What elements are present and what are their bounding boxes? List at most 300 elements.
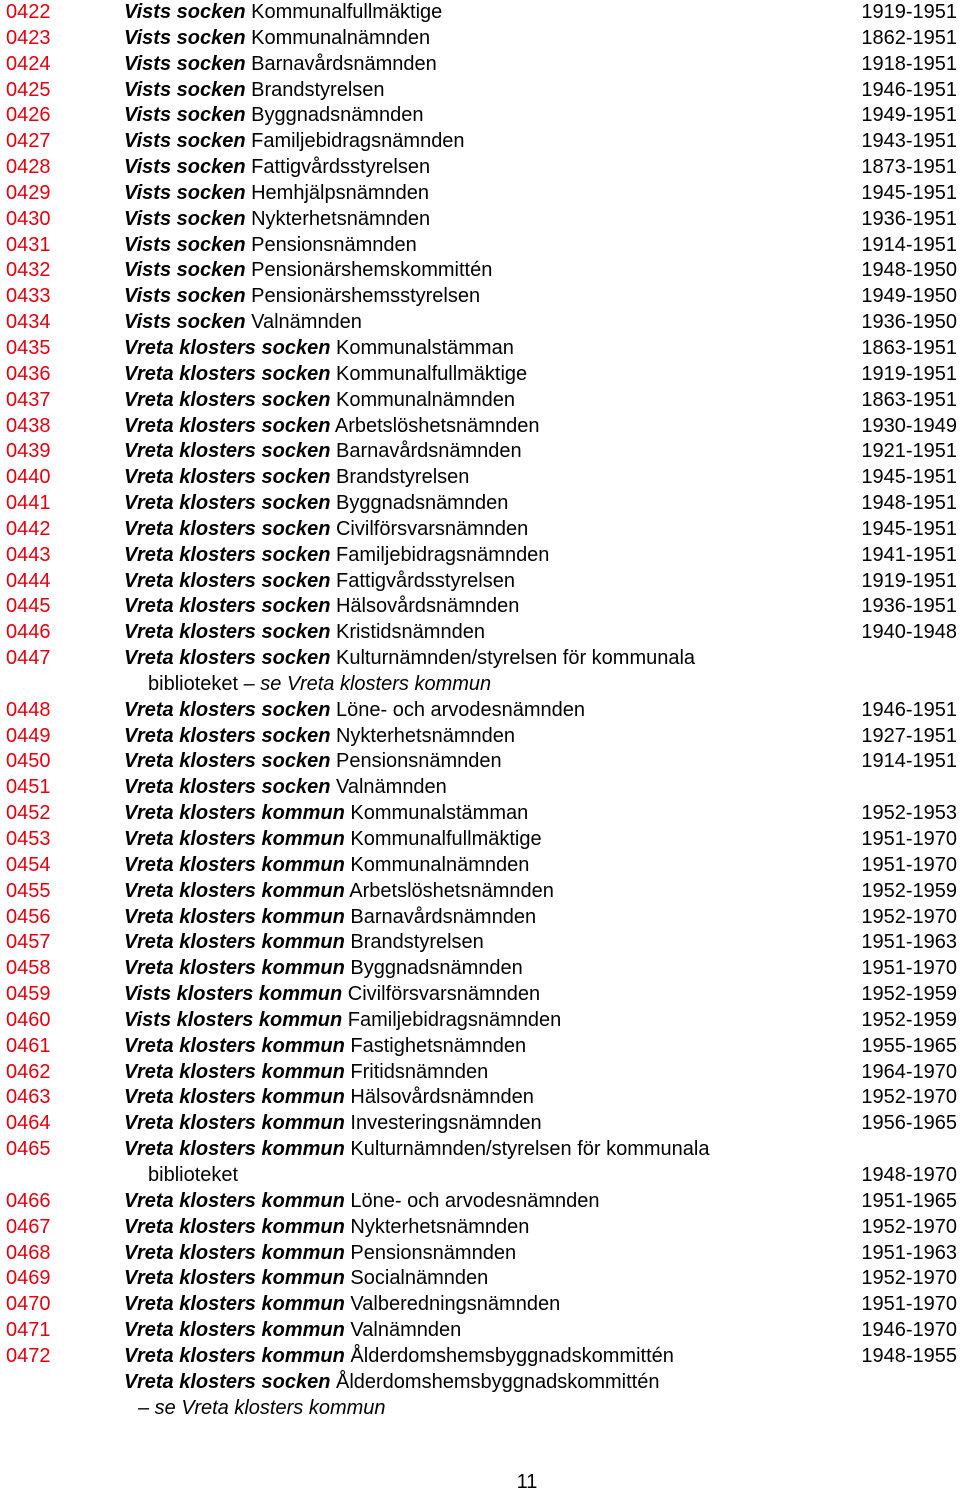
entry-body: Pensionärshemsstyrelsen [251,285,481,308]
entry-continuation [148,1163,238,1189]
entry-years: 1949-1950 [861,285,957,308]
list-item [0,517,960,543]
list-item [0,1215,960,1241]
entry-years: 1919-1951 [861,569,957,592]
entry-organization: Vreta klosters kommun [124,1034,345,1057]
entry-description [124,362,527,388]
entry-organization: Vists socken [124,1,246,23]
list-item [0,930,960,956]
entry-years: 1936-1950 [861,311,957,334]
entry-description [124,620,485,646]
entry-body: Kommunalfullmäktige [335,362,528,385]
entry-organization: Vreta klosters socken [124,414,331,437]
entry-organization: Vreta klosters kommun [124,1086,345,1109]
entry-years: 1948-1951 [861,492,957,515]
entry-organization: Vreta klosters socken [124,388,331,411]
entry-body: Hälsovårdsnämnden [350,1086,534,1109]
entry-description [124,103,423,129]
list-item [0,414,960,440]
entry-number: 0472 [6,1344,51,1367]
list-item [0,724,960,750]
entry-body: Byggnadsnämnden [350,957,523,980]
entry-years: 1951-1963 [861,931,957,954]
entry-body: Ålderdomshemsbyggnadskommittén [335,1370,660,1393]
entry-organization: Vreta klosters socken [124,621,331,644]
entry-years: 1964-1970 [861,1060,957,1083]
list-item [0,1085,960,1111]
entry-body: Familjebidragsnämnden [335,543,550,566]
entry-number: 0427 [6,130,51,153]
entry-number: 0429 [6,181,51,204]
list-item [0,1292,960,1318]
list-item [0,26,960,52]
entry-description [124,724,515,750]
entry-description [124,956,523,982]
entry-number: 0440 [6,466,51,489]
entry-years: 1914-1951 [861,750,957,773]
entry-number: 0432 [6,259,51,282]
entry-number: 0464 [6,1112,51,1135]
entry-body: Ålderdomshemsbyggnadskommittén [350,1344,674,1367]
entry-description [124,258,492,284]
entry-organization: Vists socken [124,207,246,230]
entry-description [124,749,502,775]
entry-description [124,905,536,931]
entry-description [124,1344,674,1370]
entry-years: 1948-1950 [861,259,957,282]
list-item [0,594,960,620]
entry-organization: Vists socken [124,156,246,179]
list-item [0,439,960,465]
entry-body: Pensionsnämnden [350,1241,517,1264]
entry-years: 1919-1951 [861,362,957,385]
entry-years: 1952-1970 [861,1267,957,1290]
entry-organization: Vreta klosters socken [124,776,331,799]
list-item [0,853,960,879]
entry-description [124,879,554,905]
entry-number: 0454 [6,853,51,876]
entry-years: 1914-1951 [861,233,957,256]
entry-years: 1949-1951 [861,104,957,127]
entry-body: Valnämnden [350,1319,462,1342]
entry-years: 1945-1951 [861,466,957,489]
entry-number: 0450 [6,750,51,773]
entry-number: 0426 [6,104,51,127]
entry-years: 1930-1949 [861,414,957,437]
entry-years: 1943-1951 [861,130,957,153]
list-item [0,801,960,827]
list-item [0,465,960,491]
entry-description [124,0,442,26]
entry-years: 1936-1951 [861,595,957,618]
entry-years: 1945-1951 [861,517,957,540]
entry-description [124,1189,599,1215]
entry-body: Fattigvårdsstyrelsen [335,569,515,592]
entry-description [124,26,430,52]
entry-number: 0438 [6,414,51,437]
entry-organization: Vists klosters kommun [124,1008,343,1031]
list-item [0,905,960,931]
entry-description [124,1215,529,1241]
entry-number: 0451 [6,776,51,799]
entry-body: Byggnadsnämnden [335,492,509,515]
entry-description [124,827,542,853]
entry-body: Kommunalstämman [350,802,529,825]
entry-organization: Vreta klosters socken [124,362,331,385]
list-item [0,646,960,672]
entry-description [124,181,429,207]
entry-organization: Vists socken [124,52,246,75]
entry-body: Pensionärshemskommittén [251,259,493,282]
entry-years: 1941-1951 [861,543,957,566]
entry-organization: Vists socken [124,181,246,204]
entry-number: 0428 [6,156,51,179]
entry-number: 0436 [6,362,51,385]
entry-organization: Vreta klosters socken [124,569,331,592]
list-item [0,207,960,233]
entry-organization: Vreta klosters socken [124,440,331,463]
list-item [0,698,960,724]
entry-number: 0458 [6,957,51,980]
entry-years: 1951-1970 [861,828,957,850]
entry-number: 0460 [6,1008,51,1031]
entry-body: Barnavårdsnämnden [251,52,437,75]
entry-description [124,129,465,155]
entry-years: 1919-1951 [861,1,957,23]
entry-description [124,439,522,465]
entry-years: 1952-1970 [861,1215,957,1238]
entry-number: 0470 [6,1293,51,1316]
entry-description [124,698,585,724]
entry-body: Fritidsnämnden [350,1060,489,1083]
entry-description [124,414,539,440]
entry-number: 0424 [6,52,51,75]
entry-continuation [148,672,491,698]
entry-organization: Vists socken [124,130,246,153]
entry-years: 1948-1955 [861,1344,957,1367]
entry-number: 0441 [6,492,51,515]
entry-body: Valberedningsnämnden [350,1293,561,1316]
entry-organization: Vreta klosters socken [124,1370,331,1393]
entry-organization: Vreta klosters kommun [124,879,345,902]
list-item-continuation [0,1396,960,1422]
entry-description [124,207,430,233]
entry-years: 1863-1951 [861,336,957,359]
list-item [0,749,960,775]
entry-number: 0469 [6,1267,51,1290]
entry-description [124,982,540,1008]
list-item [0,310,960,336]
list-item [0,155,960,181]
list-item [0,1266,960,1292]
entry-description [124,233,417,259]
entry-body: Investeringsnämnden [350,1112,542,1135]
list-item [0,543,960,569]
entry-description [124,569,515,595]
entry-organization: Vreta klosters kommun [124,905,345,928]
entry-body: Barnavårdsnämnden [350,905,537,928]
entry-organization: Vists socken [124,259,246,282]
entry-number: 0430 [6,207,51,230]
entry-description [124,646,695,672]
entry-organization: Vreta klosters socken [124,647,331,670]
entry-years: 1955-1965 [861,1034,957,1057]
entry-description [124,1241,516,1267]
entry-description [124,284,480,310]
entry-years: 1952-1959 [861,879,957,902]
entry-body: Socialnämnden [350,1267,489,1290]
entry-organization: Vreta klosters kommun [124,1138,345,1161]
entry-years: 1948-1970 [861,1163,957,1186]
list-item [0,775,960,801]
entry-number: 0468 [6,1241,51,1264]
entry-years: 1952-1959 [861,1008,957,1031]
list-item [0,1189,960,1215]
entry-years: 1951-1965 [861,1189,957,1212]
entry-years: 1951-1970 [861,853,957,876]
entry-body: Familjebidragsnämnden [347,1008,562,1031]
list-item [0,1318,960,1344]
entry-organization: Vreta klosters kommun [124,1267,345,1290]
entry-description [124,1111,542,1137]
entry-organization: Vreta klosters kommun [124,1215,345,1238]
list-item [0,1008,960,1034]
entry-description [124,1370,659,1396]
entry-number: 0457 [6,931,51,954]
list-item [0,879,960,905]
entry-years: 1921-1951 [861,440,957,463]
entry-organization: Vreta klosters kommun [124,1189,345,1212]
entry-years: 1873-1951 [861,156,957,179]
entry-body: Kommunalnämnden [350,853,530,876]
entry-description [124,465,469,491]
entry-years: 1936-1951 [861,207,957,230]
entry-organization: Vists socken [124,311,246,334]
list-item [0,1137,960,1163]
entry-number: 0463 [6,1086,51,1109]
entry-years: 1946-1951 [861,698,957,721]
entry-organization: Vreta klosters socken [124,750,331,773]
entry-body: Arbetslöshetsnämnden [334,414,540,437]
entry-body: Hälsovårdsnämnden [335,595,520,618]
entry-number: 0443 [6,543,51,566]
entry-see-reference: – se Vreta klosters kommun [243,672,492,695]
entry-body: Civilförsvarsnämnden [335,517,529,540]
entry-body: Kommunalnämnden [335,388,515,411]
entry-number: 0444 [6,569,51,592]
entry-organization: Vreta klosters kommun [124,853,345,876]
entry-description [124,775,447,801]
entry-years: 1946-1970 [861,1319,957,1342]
list-item [0,1060,960,1086]
entry-description [124,388,515,414]
entry-number: 0462 [6,1060,51,1083]
entry-description [124,52,437,78]
entry-body: Kulturnämnden/styrelsen för kommunala [350,1138,710,1161]
page-number: 11 [516,1471,538,1493]
entry-body: Kommunalfullmäktige [350,828,542,850]
entry-years: 1952-1970 [861,1086,957,1109]
entry-body: Kommunalfullmäktige [251,1,443,23]
list-item [0,258,960,284]
entry-description [124,801,528,827]
entry-body: Kommunalstämman [335,336,514,359]
entry-organization: Vreta klosters kommun [124,1112,345,1135]
list-item-continuation [0,1163,960,1189]
entry-description [124,853,529,879]
entry-see-reference: – se Vreta klosters kommun [138,1396,386,1419]
entry-organization: Vreta klosters socken [124,724,331,747]
entry-description [124,1266,488,1292]
list-item [0,336,960,362]
list-item [0,1111,960,1137]
entry-number: 0433 [6,285,51,308]
entry-number: 0431 [6,233,51,256]
entry-organization: Vists socken [124,26,246,49]
entry-number: 0439 [6,440,51,463]
entry-years: 1863-1951 [861,388,957,411]
entry-body: Familjebidragsnämnden [251,130,465,153]
entry-number: 0435 [6,336,51,359]
entry-body: Brandstyrelsen [350,931,484,954]
entry-organization: Vreta klosters socken [124,466,331,489]
list-item [0,78,960,104]
entry-description [124,1292,560,1318]
entry-number: 0456 [6,905,51,928]
entry-description [124,336,514,362]
list-item [0,181,960,207]
entry-body: Kulturnämnden/styrelsen för kommunala [335,647,696,670]
entry-years: 1940-1948 [861,621,957,644]
entry-number: 0425 [6,78,51,101]
entry-continuation [138,1396,386,1422]
entry-years: 1945-1951 [861,181,957,204]
entry-years: 1946-1951 [861,78,957,101]
entry-body: Pensionsnämnden [251,233,417,256]
list-item [0,1241,960,1267]
entry-number: 0459 [6,983,51,1006]
entry-description [124,594,519,620]
entry-organization: Vreta klosters kommun [124,828,345,850]
entry-organization: Vreta klosters socken [124,336,331,359]
entry-description [124,1137,709,1163]
entry-description [124,1085,534,1111]
list-item [0,982,960,1008]
entry-number: 0461 [6,1034,51,1057]
entry-body: Fattigvårdsstyrelsen [251,156,431,179]
entry-continuation-text: biblioteket [148,1163,239,1186]
entry-description [124,543,549,569]
entry-organization: Vreta klosters socken [124,698,331,721]
entry-years: 1951-1970 [861,957,957,980]
entry-years: 1956-1965 [861,1112,957,1135]
entry-organization: Vreta klosters kommun [124,802,345,825]
entry-description [124,78,385,104]
entry-organization: Vreta klosters socken [124,492,331,515]
entry-body: Brandstyrelsen [251,78,385,101]
entry-years: 1918-1951 [861,52,957,75]
entry-number: 0465 [6,1138,51,1161]
entry-number: 0455 [6,879,51,902]
entry-organization: Vreta klosters socken [124,543,331,566]
entry-body: Nykterhetsnämnden [350,1215,530,1238]
list-item [0,1344,960,1370]
list-item [0,1034,960,1060]
entry-years: 1952-1970 [861,905,957,928]
entry-organization: Vreta klosters kommun [124,1293,345,1316]
entry-number: 0471 [6,1319,51,1342]
entry-description [124,1008,561,1034]
entry-number: 0434 [6,311,51,334]
list-item [0,956,960,982]
entry-body: Löne- och arvodesnämnden [350,1189,600,1212]
entry-description [124,930,484,956]
entry-number: 0448 [6,698,51,721]
entry-organization: Vreta klosters kommun [124,931,345,954]
entry-organization: Vreta klosters kommun [124,1319,345,1342]
list-item [0,620,960,646]
entry-body: Valnämnden [251,311,362,334]
entry-body: Nykterhetsnämnden [251,207,431,230]
list-item [0,0,960,26]
entry-number: 0423 [6,26,51,49]
entry-body: Valnämnden [335,776,447,799]
entry-number: 0467 [6,1215,51,1238]
entry-years: 1862-1951 [861,26,957,49]
entry-description [124,1034,526,1060]
entry-body: Hemhjälpsnämnden [251,181,429,204]
list-item [0,388,960,414]
list-item [0,827,960,853]
entry-number: 0446 [6,621,51,644]
list-item [0,52,960,78]
list-item [0,491,960,517]
entry-organization: Vreta klosters kommun [124,1060,345,1083]
entry-years: 1952-1959 [861,983,957,1006]
list-item [0,1370,960,1396]
entry-number: 0422 [6,1,51,23]
entry-number: 0452 [6,802,51,825]
entry-description [124,1318,461,1344]
entry-number: 0449 [6,724,51,747]
entry-organization: Vreta klosters kommun [124,957,345,980]
entry-number: 0442 [6,517,51,540]
entry-body: Barnavårdsnämnden [335,440,522,463]
entry-body: Fastighetsnämnden [350,1034,527,1057]
list-item [0,569,960,595]
entry-continuation-text: biblioteket [148,672,239,695]
entry-years: 1927-1951 [861,724,957,747]
entry-body: Nykterhetsnämnden [335,724,515,747]
entry-body: Pensionsnämnden [335,750,502,773]
entry-body: Arbetslöshetsnämnden [349,879,554,902]
entry-organization: Vreta klosters kommun [124,1241,345,1264]
list-item [0,103,960,129]
entry-years: 1952-1953 [861,802,957,825]
entry-organization: Vists socken [124,285,246,308]
entry-number: 0447 [6,647,51,670]
entry-years: 1951-1963 [861,1241,957,1264]
entry-number: 0437 [6,388,51,411]
entry-number: 0445 [6,595,51,618]
entry-organization: Vists socken [124,78,246,101]
entry-organization: Vreta klosters socken [124,595,331,618]
entry-body: Brandstyrelsen [335,466,470,489]
entry-body: Byggnadsnämnden [251,104,424,127]
entry-organization: Vists klosters kommun [124,983,343,1006]
entry-body: Kristidsnämnden [335,621,485,644]
entry-description [124,517,528,543]
